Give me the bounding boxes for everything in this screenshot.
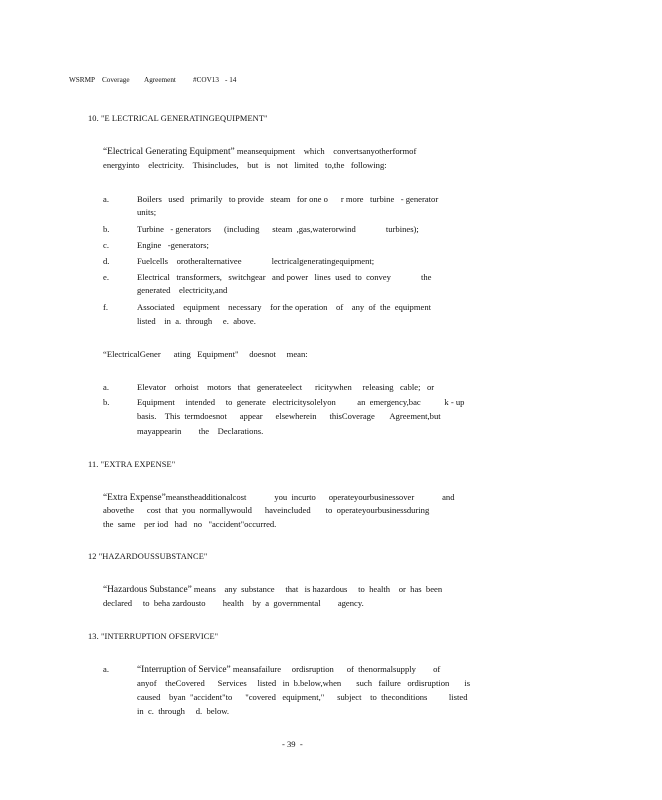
section-10-item-text: Turbine - generators (including steam ,gas,waterorwind turbines);: [137, 224, 419, 234]
section-11-definition-line-1: [103, 492, 455, 504]
section-10-definition-line-2: energyinto electricity. Thisincludes, but is not limited to,the following:: [103, 160, 387, 170]
section-10-item-letter: c.: [103, 240, 109, 250]
header-coverage: Coverage: [102, 76, 130, 84]
section-11-heading: 11. "EXTRA EXPENSE": [88, 460, 176, 469]
section-10-exclusion-text-cont: basis. This termdoesnot appear elsewherein thisCoverage Agreement,but: [137, 411, 441, 421]
section-10-item-letter: f.: [103, 302, 109, 312]
header-agreement: Agreement: [144, 76, 176, 84]
section-13-definition-text-1: meansafailure ordisruption of thenormalsupply of: [232, 664, 441, 674]
section-10-definition-line-1: [103, 146, 416, 158]
section-13-definition-line-2: anyof theCovered Services listed in b.below,when such failure ordisruption is: [137, 678, 471, 688]
section-10-item-text: Associated equipment necessary for the operation of any of the equipment: [137, 302, 432, 312]
section-10-exclusion-text: Equipment intended to generate electricitysolelyon an emergency,bac k - up: [137, 397, 465, 407]
section-10-item-text: Electrical transformers, switchgear and power lines used to convey the: [137, 272, 432, 282]
header-page-ref: - 14: [225, 76, 237, 84]
section-10-heading: 10. "E LECTRICAL GENERATINGEQUIPMENT": [88, 114, 268, 123]
section-10-exclusion-text-cont: mayappearin the Declarations.: [137, 426, 264, 436]
section-12-heading: 12 "HAZARDOUSSUBSTANCE": [88, 552, 208, 561]
page-number: - 39 -: [282, 739, 303, 749]
section-10-item-text-cont: units;: [137, 207, 157, 217]
section-12-definition-text-1: means any substance that is hazardous to health or has been: [193, 584, 443, 594]
header-form-number: #COV13: [193, 76, 219, 84]
section-11-definition-text-1: meanstheadditionalcost you incurto operateyourbusinessover and: [165, 492, 455, 502]
header-doc: WSRMP: [69, 76, 95, 84]
section-12-definition-line-1: [103, 584, 442, 596]
section-11-definition-line-3: the same per iod had no "accident"occurred.: [103, 519, 277, 529]
section-13-defined-term: “Interruption of Service”: [137, 665, 231, 675]
section-10-item-letter: d.: [103, 256, 110, 266]
section-10-exclusion-text: Elevator orhoist motors that generateelect ricitywhen releasing cable; or: [137, 382, 435, 392]
section-13-definition-line-3: caused byan "accident"to "covered equipment," subject to theconditions listed: [137, 692, 468, 702]
section-13-heading: 13. "INTERRUPTION OFSERVICE": [88, 632, 219, 641]
section-10-item-letter: a.: [103, 194, 109, 204]
section-11-defined-term: “Extra Expense”: [103, 493, 166, 503]
section-10-item-letter: e.: [103, 272, 109, 282]
section-12-defined-term: “Hazardous Substance”: [103, 585, 192, 595]
section-10-exclusion-letter: a.: [103, 382, 109, 392]
section-13-definition-line-4: in c. through d. below.: [137, 706, 230, 716]
section-10-defined-term: “Electrical Generating Equipment”: [103, 147, 235, 157]
section-13-item-letter: a.: [103, 664, 109, 674]
section-11-definition-line-2: abovethe cost that you normallywould haveincluded to operateyourbusinessduring: [103, 505, 430, 515]
section-10-item-letter: b.: [103, 224, 110, 234]
section-10-item-text: Fuelcells orotheralternativee lectricalgeneratingequipment;: [137, 256, 375, 266]
section-10-item-text-cont: listed in a. through e. above.: [137, 316, 256, 326]
section-10-exclusion-letter: b.: [103, 397, 110, 407]
section-10-item-text: Engine -generators;: [137, 240, 209, 250]
section-10-item-text: Boilers used primarily to provide steam for one o r more turbine - generator: [137, 194, 439, 204]
section-12-definition-line-2: declared to beha zardousto health by a governmental agency.: [103, 598, 364, 608]
section-10-exclusion-intro: “ElectricalGener ating Equipment" doesnot mean:: [103, 349, 308, 359]
section-13-definition-line-1: [137, 664, 440, 676]
section-10-definition-text-1: meansequipment which convertsanyotherformof: [236, 146, 417, 156]
section-10-item-text-cont: generated electricity,and: [137, 285, 228, 295]
